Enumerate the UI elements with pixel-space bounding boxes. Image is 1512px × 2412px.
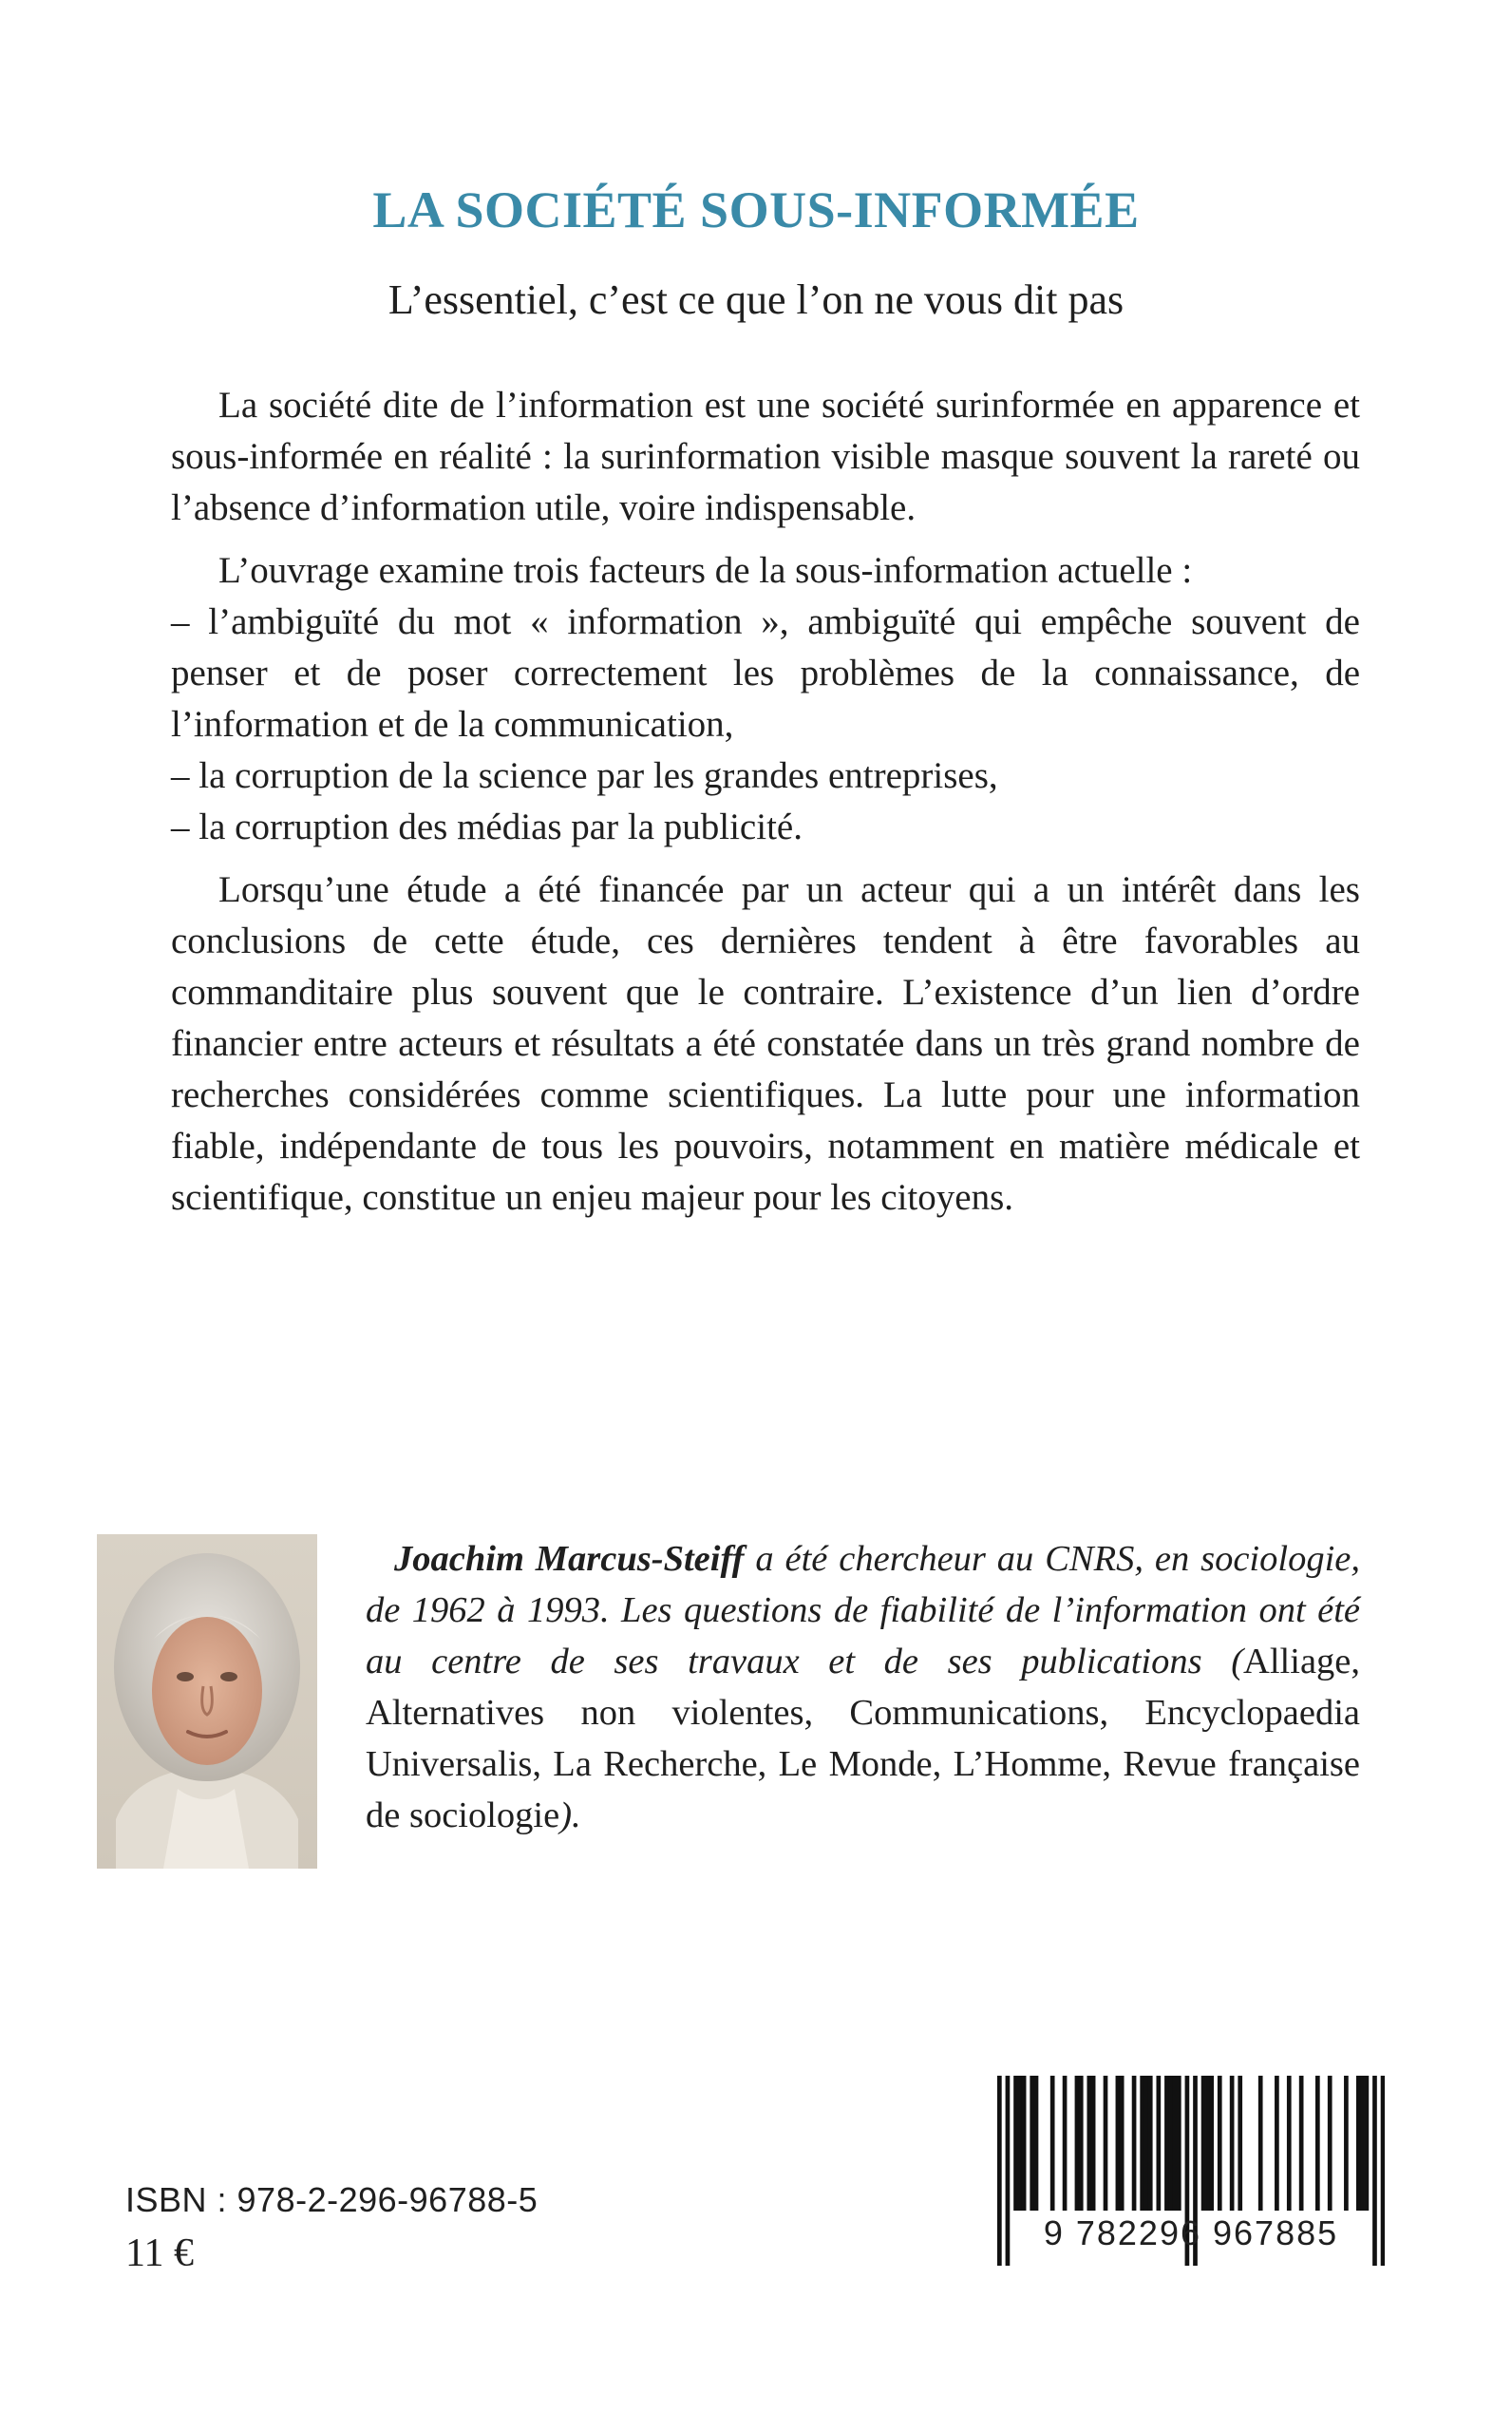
blurb-list-item-3: – la corruption des médias par la publicité. (171, 807, 803, 847)
barcode-bar (1287, 2076, 1292, 2211)
author-bio-italic: a été chercheur au CNRS, en sociologie, de 1962 à 1993. Les questions de fiabilité de l’information ont été au centre de ses travaux et de ses publications ( (366, 1539, 1360, 1681)
barcode-bar (1201, 2076, 1206, 2211)
barcode-bar (1258, 2076, 1263, 2211)
barcode-bar (1299, 2076, 1304, 2211)
barcode-bar (1140, 2076, 1144, 2211)
barcode-bar (1356, 2076, 1361, 2211)
barcode-bar (1148, 2076, 1153, 2211)
barcode-bar (1079, 2076, 1084, 2211)
barcode-bar (1087, 2076, 1091, 2211)
blurb-paragraph-1: La société dite de l’information est une société surinformée en apparence et sous-informée en réalité : la surinformation visible masque souvent la rareté ou l’absence d’information utile, voire indispensable. (171, 385, 1360, 528)
blurb (171, 380, 1360, 1224)
barcode-bar (1360, 2076, 1365, 2211)
barcode-bar (1132, 2076, 1137, 2211)
barcode-bar (1030, 2076, 1034, 2211)
barcode-bar (1091, 2076, 1096, 2211)
author-bio-end: ). (559, 1795, 581, 1835)
barcode-bar (1315, 2076, 1320, 2211)
barcode-bar (1104, 2076, 1108, 2211)
blurb-list-item-1: – l’ambiguïté du mot « information », ambiguïté qui empêche souvent de penser et de poser correctement les problèmes de la connaissance, de l’information et de la communication, (171, 601, 1360, 745)
author-bio (366, 1533, 1360, 1841)
price: 11 € (125, 2232, 194, 2275)
barcode-bar (1218, 2076, 1222, 2211)
barcode-bar (1238, 2076, 1242, 2211)
author-name: Joachim Marcus-Steiff (394, 1539, 745, 1579)
barcode-bar (1328, 2076, 1332, 2211)
barcode-bar (1365, 2076, 1370, 2211)
barcode-bar (1120, 2076, 1125, 2211)
barcode-bar (1209, 2076, 1214, 2211)
barcode-bar (1156, 2076, 1161, 2211)
barcode-bar (1344, 2076, 1349, 2211)
barcode (997, 2076, 1385, 2311)
author-photo (97, 1534, 317, 1869)
barcode-bar (1275, 2076, 1279, 2211)
barcode-bar (1205, 2076, 1210, 2211)
isbn: ISBN : 978-2-296-96788-5 (125, 2180, 539, 2219)
book-title: LA SOCIÉTÉ SOUS-INFORMÉE (372, 181, 1140, 238)
barcode-bar (1168, 2076, 1173, 2211)
barcode-bar (1034, 2076, 1039, 2211)
blurb-list-item-2: – la corruption de la science par les grandes entreprises, (171, 755, 998, 796)
author-publications: Alliage, Alternatives non violentes, Communications, Encyclopaedia Universalis, La Recherche, Le Monde, L’Homme, Revue française de sociologie (366, 1642, 1360, 1835)
barcode-bar (1177, 2076, 1181, 2211)
barcode-bar (1050, 2076, 1055, 2211)
barcode-bar (1017, 2076, 1022, 2211)
barcode-digits: 9 782296 967885 (1043, 2213, 1339, 2252)
barcode-bar (1173, 2076, 1178, 2211)
barcode-bar (1230, 2076, 1235, 2211)
blurb-paragraph-2: L’ouvrage examine trois facteurs de la sous-information actuelle : (218, 550, 1193, 591)
barcode-bar (1164, 2076, 1169, 2211)
blurb-paragraph-3: Lorsqu’une étude a été financée par un acteur qui a un intérêt dans les conclusions de cette étude, ces dernières tendent à être favorables au commanditaire plus souvent que le contraire. L’existence d’un lien d’ordre financier entre acteurs et résultats a été constatée dans un très grand nombre de recherches considérées comme scientifiques. La lutte pour une information fiable, indépendante de tous les pouvoirs, notamment en matière médicale et scientifique, constitue un enjeu majeur pour les citoyens. (171, 869, 1360, 1218)
barcode-bar (1116, 2076, 1121, 2211)
barcode-bar (1022, 2076, 1027, 2211)
barcode-bar (1013, 2076, 1018, 2211)
barcode-bar (1075, 2076, 1080, 2211)
barcode-bar (1063, 2076, 1068, 2211)
barcode-bar (1144, 2076, 1149, 2211)
book-subtitle: L’essentiel, c’est ce que l’on ne vous dit pas (387, 276, 1125, 323)
